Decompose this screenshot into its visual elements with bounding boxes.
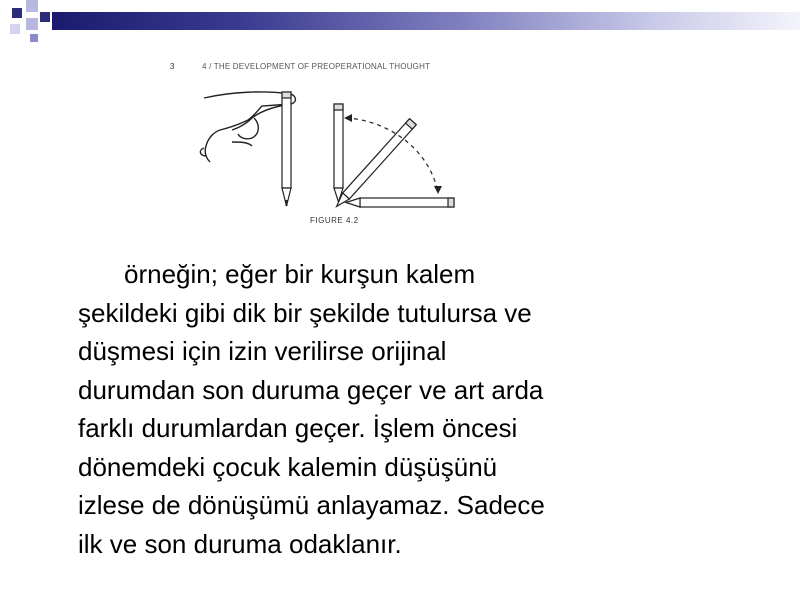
figure-book-header: 4 / THE DEVELOPMENT OF PREOPERATIONAL THOUGHT xyxy=(202,62,431,71)
decor-square-lilac-2 xyxy=(26,18,38,30)
body-line: düşmesi için izin verilirse orijinal xyxy=(78,336,447,366)
fallen-pencil xyxy=(346,198,454,207)
arc-arrowhead-top xyxy=(344,114,352,122)
slide-header-decoration xyxy=(0,0,800,42)
falling-pencil xyxy=(333,119,416,210)
body-line: durumdan son duruma geçer ve art arda xyxy=(78,374,544,405)
body-line: ilk ve son duruma odaklanır. xyxy=(78,528,402,559)
title-gradient-bar xyxy=(52,12,800,30)
pencil-fall-figure xyxy=(170,58,500,250)
body-line: farklı durumlardan geçer. İşlem öncesi xyxy=(78,413,518,443)
body-line: örneğin; eğer bir kurşun kalem xyxy=(124,259,476,289)
figure-caption: FIGURE 4.2 xyxy=(310,216,359,225)
body-line: dönemdeki çocuk kalemin düşüşünü xyxy=(78,451,498,482)
decor-square-navy-1 xyxy=(12,8,22,18)
body-line: şekildeki gibi dik bir şekilde tutulursa ve xyxy=(78,297,532,328)
decor-square-navy-3 xyxy=(30,34,38,42)
held-pencil xyxy=(282,92,291,206)
body-line: izlese de dönüşümü anlayamaz. Sadece xyxy=(78,490,545,520)
upright-pencil xyxy=(334,104,343,202)
slide-body-text xyxy=(78,255,758,563)
decor-square-lilac-3 xyxy=(10,24,20,34)
hand-drawing xyxy=(200,92,295,162)
arc-arrowhead xyxy=(434,186,442,194)
decor-square-navy-2 xyxy=(40,12,50,22)
decor-square-lilac-1 xyxy=(26,0,38,12)
figure-page-number: 3 xyxy=(170,62,175,71)
